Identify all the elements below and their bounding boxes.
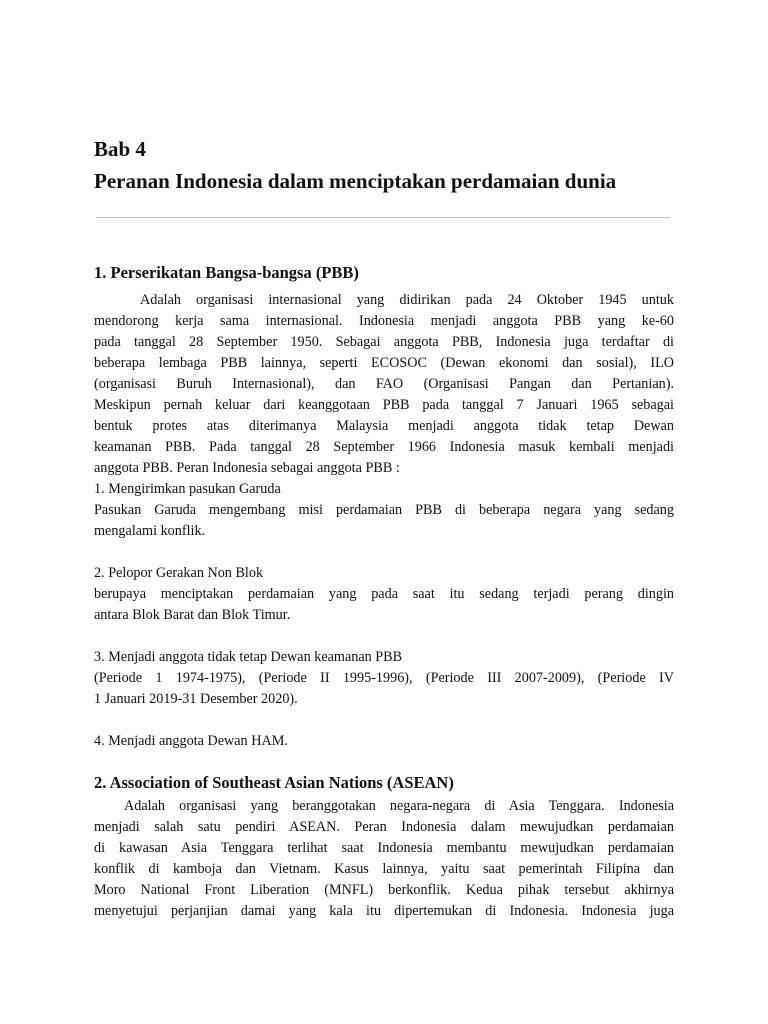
role-item — [94, 647, 674, 710]
role-item — [94, 479, 674, 542]
paragraph-line: keamanan PBB. Pada tanggal 28 September 1966 Indonesia masuk kembali menjadi — [94, 439, 674, 455]
paragraph-line: menyetujui perjanjian damai yang kala itu dipertemukan di Indonesia. Indonesia juga — [94, 903, 674, 919]
paragraph-line: mendorong kerja sama internasional. Indonesia menjadi anggota PBB yang ke-60 — [94, 313, 674, 329]
title-divider — [96, 217, 670, 218]
role-item — [94, 731, 674, 752]
section-2-paragraph — [94, 796, 674, 922]
paragraph-line: bentuk protes atas diterimanya Malaysia menjadi anggota tidak tetap Dewan — [94, 418, 674, 434]
role-description-line: mengalami konflik. — [94, 523, 206, 539]
paragraph-line: (organisasi Buruh Internasional), dan FAO (Organisasi Pangan dan Pertanian). — [94, 376, 674, 392]
paragraph-line: anggota PBB. Peran Indonesia sebagai anggota PBB : — [94, 460, 400, 476]
section-2-heading: 2. Association of Southeast Asian Nations (ASEAN) — [94, 773, 454, 792]
role-title: 3. Menjadi anggota tidak tetap Dewan keamanan PBB — [94, 649, 403, 665]
paragraph-line: menjadi salah satu pendiri ASEAN. Peran Indonesia dalam mewujudkan perdamaian — [94, 819, 674, 835]
paragraph-line: Adalah organisasi internasional yang didirikan pada 24 Oktober 1945 untuk — [140, 292, 674, 308]
role-description-line: Pasukan Garuda mengembang misi perdamaian PBB di beberapa negara yang sedang — [94, 502, 674, 518]
chapter-label: Bab 4 — [94, 137, 146, 161]
section-1-paragraph — [94, 290, 674, 479]
role-description-line: 1 Januari 2019-31 Desember 2020). — [94, 691, 298, 707]
paragraph-line: Moro National Front Liberation (MNFL) berkonflik. Kedua pihak tersebut akhirnya — [94, 882, 674, 898]
paragraph-line: beberapa lembaga PBB lainnya, seperti ECOSOC (Dewan ekonomi dan sosial), ILO — [94, 355, 674, 371]
role-description-line: (Periode 1 1974-1975), (Periode II 1995-1996), (Periode III 2007-2009), (Periode IV — [94, 670, 674, 686]
role-item — [94, 563, 674, 626]
paragraph-line: di kawasan Asia Tenggara terlihat saat Indonesia membantu mewujudkan perdamaian — [94, 840, 674, 856]
paragraph-line: konflik di kamboja dan Vietnam. Kasus lainnya, yaitu saat pemerintah Filipina dan — [94, 861, 674, 877]
paragraph-line: pada tanggal 28 September 1950. Sebagai anggota PBB, Indonesia juga terdaftar di — [94, 334, 674, 350]
role-title: 4. Menjadi anggota Dewan HAM. — [94, 733, 288, 749]
role-title: 2. Pelopor Gerakan Non Blok — [94, 565, 264, 581]
chapter-title: Peranan Indonesia dalam menciptakan perdamaian dunia — [94, 169, 617, 193]
role-description-line: antara Blok Barat dan Blok Timur. — [94, 607, 291, 623]
paragraph-line: Meskipun pernah keluar dari keanggotaan PBB pada tanggal 7 Januari 1965 sebagai — [94, 397, 674, 413]
section-1-heading: 1. Perserikatan Bangsa-bangsa (PBB) — [94, 263, 359, 282]
role-description-line: berupaya menciptakan perdamaian yang pada saat itu sedang terjadi perang dingin — [94, 586, 674, 602]
role-title: 1. Mengirimkan pasukan Garuda — [94, 481, 281, 497]
paragraph-line: Adalah organisasi yang beranggotakan negara-negara di Asia Tenggara. Indonesia — [124, 798, 674, 814]
